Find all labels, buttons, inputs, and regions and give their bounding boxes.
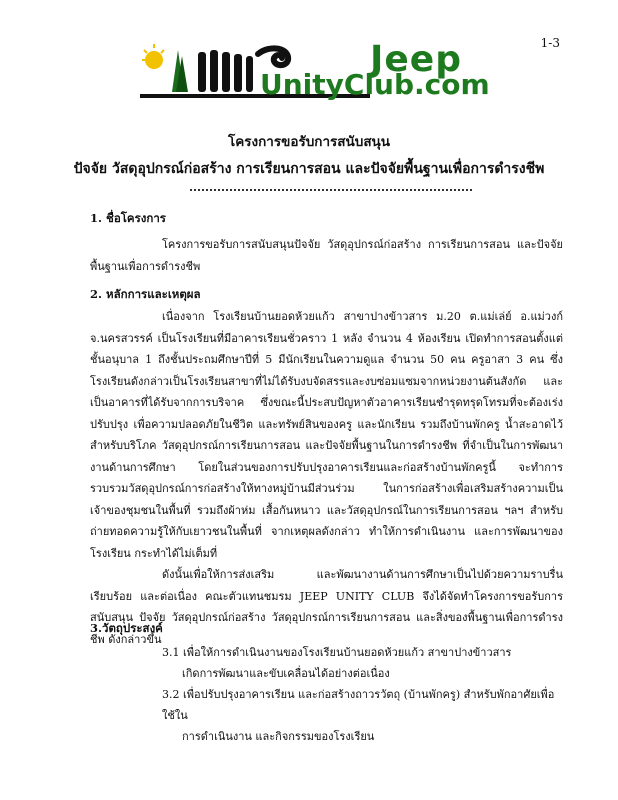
objective-3-2-line-1: 3.2 เพื่อปรับปรุงอาคารเรียน และก่อสร้างถาวรวัตถุ (บ้านพักครู) สำหรับพักอาศัยเพื่อใช้ใน bbox=[162, 688, 555, 722]
section-1-text: โครงการขอรับการสนับสนุนปัจจัย วัสดุอุปกรณ์ก่อสร้าง การเรียนการสอน และปัจจัยพื้นฐานเพื่อการดำรงชีพ bbox=[90, 238, 563, 273]
section-3-objectives bbox=[162, 642, 562, 747]
logo-club-name: UnityClub.com bbox=[260, 68, 490, 101]
section-2 bbox=[90, 286, 563, 304]
section-2-paragraph-1: เนื่องจาก โรงเรียนบ้านยอดห้วยแก้ว สาขาปางข้าวสาร ม.20 ต.แม่เล่ย์ อ.แม่วงก์ จ.นครสวรรค์ เป็นโรงเรียนที่มีอาคารเรียนชั่วคราว 1 หลัง จำนวน 4 ห้องเรียน เปิดทำการสอนตั้งแต่ชั้นอนุบาล 1 ถึงชั้นประถมศึกษาปีที่ 5 มีนักเรียนในความดูแล จำนวน 50 คน ครูอาสา 3 คน ซึ่งโรงเรียนดังกล่าวเป็นโรงเรียนสาขาที่ไม่ได้รับงบจัดสรรและงบซ่อมแซมจากหน่วยงานต้นสังกัด และเป็นอาคารที่ได้รับจากการบริจาค ซึ่งขณะนี้ประสบปัญหาตัวอาคารเรียนชำรุดทรุดโทรมที่จะต้องเร่งปรับปรุง เพื่อความปลอดภัยในชีวิต และทรัพย์สินของครู และนักเรียน รวมถึงบ้านพักครู น้ำสะอาดไว้สำหรับบริโภค วัสดุอุปกรณ์การเรียนการสอน และปัจจัยพื้นฐานในการดำรงชีพ ที่จำเป็นในการพัฒนางานด้านการศึกษา โดยในส่วนของการปรับปรุงอาคารเรียนและก่อสร้างบ้านพักครูนี้ จะทำการรวบรวมวัสดุอุปกรณ์การก่อสร้างให้ทางหมู่บ้านมีส่วนร่วม ในการก่อสร้างเพื่อเสริมสร้างความเป็นเจ้าของชุมชนในพื้นที่ รวมถึงผ้าห่ม เสื้อกันหนาว และวัสดุอุปกรณ์ในการเรียนการสอน ฯลฯ สำหรับถ่ายทอดความรู้ให้กับเยาวชนในพื้นที่ จากเหตุผลดังกล่าว ทำให้การดำเนินงาน และการพัฒนาของโรงเรียน กระทำได้ไม่เต็มที่ bbox=[90, 310, 563, 560]
objective-3-1-line-1: 3.1 เพื่อให้การดำเนินงานของโรงเรียนบ้านยอดห้วยแก้ว สาขาปางข้าวสาร bbox=[162, 646, 512, 659]
objective-3-2-line-2: การดำเนินงาน และกิจกรรมของโรงเรียน bbox=[182, 730, 375, 743]
dotted-divider bbox=[190, 183, 472, 191]
logo-word: Jeep bbox=[370, 39, 462, 80]
jeep-unity-club-logo bbox=[140, 39, 540, 101]
section-1 bbox=[90, 210, 563, 228]
document-subtitle: ปัจจัย วัสดุอุปกรณ์ก่อสร้าง การเรียนการสอน และปัจจัยพื้นฐานเพื่อการดำรงชีพ bbox=[73, 161, 545, 177]
section-1-heading: 1. ชื่อโครงการ bbox=[90, 211, 166, 225]
section-2-heading: 2. หลักการและเหตุผล bbox=[90, 287, 201, 301]
page-number: 1-3 bbox=[540, 36, 560, 50]
section-1-body bbox=[90, 234, 563, 277]
section-3-heading: 3.วัตถุประสงค์ bbox=[90, 621, 163, 635]
document-title: โครงการขอรับการสนับสนุน bbox=[227, 134, 391, 150]
section-3 bbox=[90, 620, 563, 638]
objective-3-1-line-2: เกิดการพัฒนาและขับเคลื่อนได้อย่างต่อเนื่อง bbox=[182, 667, 390, 680]
section-2-paragraph-2: ดังนั้นเพื่อให้การส่งเสริม และพัฒนางานด้านการศึกษาเป็นไปด้วยความราบรื่น เรียบร้อย และต่อเนื่อง คณะตัวแทนชมรม JEEP UNITY CLUB จึงได้จัดทำโครงการขอรับการสนับสนุน ปัจจัย วัสดุอุปกรณ์ก่อสร้าง วัสดุอุปกรณ์การเรียนการสอน และสิ่งของพื้นฐานเพื่อการดำรงชีพ ดังกล่าวขึ้น bbox=[90, 568, 563, 646]
section-2-body bbox=[90, 306, 563, 650]
